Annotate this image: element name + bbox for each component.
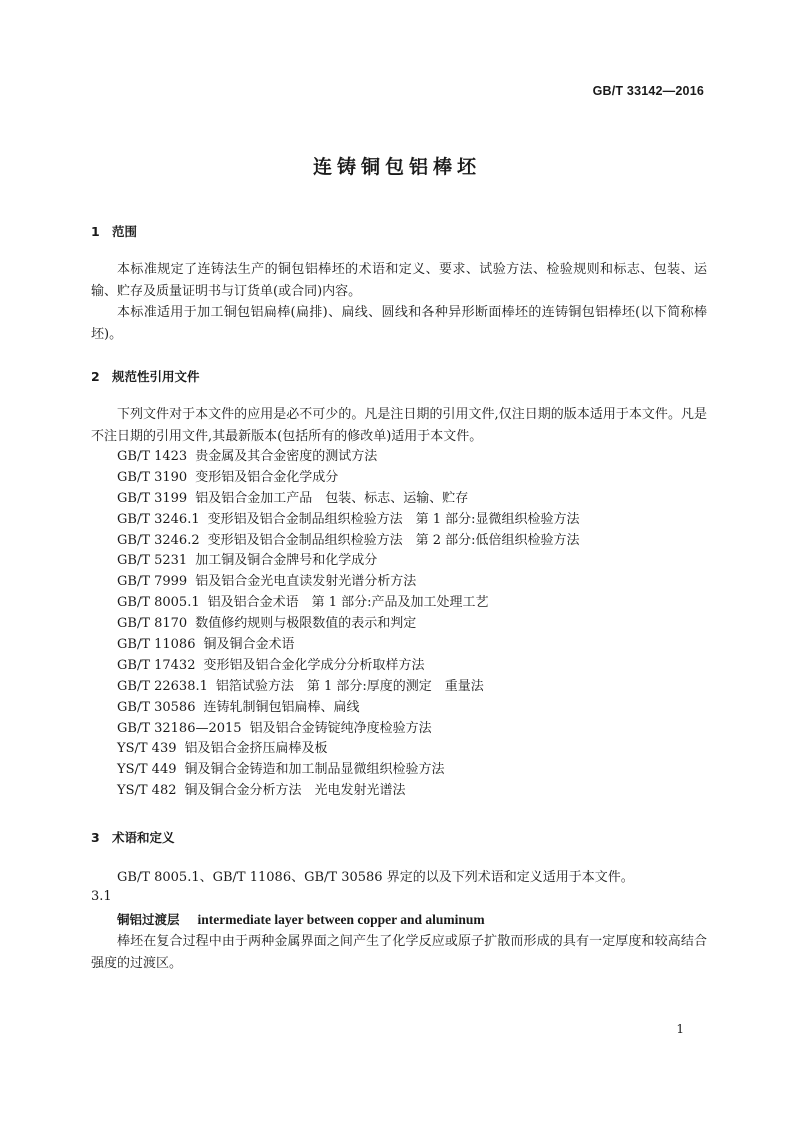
reference-item	[117, 572, 580, 593]
reference-item	[117, 719, 580, 740]
section-title: 规范性引用文件	[112, 369, 200, 384]
reference-code: GB/T 7999	[117, 574, 188, 590]
reference-item	[117, 677, 580, 698]
reference-title: 加工铜及铜合金牌号和化学成分	[195, 553, 378, 569]
scope-paragraph-2: 本标准适用于加工铜包铝扁棒(扁排)、扁线、圆线和各种异形断面棒坯的连铸铜包铝棒坯(以下简称棒坯)。	[91, 305, 707, 342]
standard-number: GB/T 33142—2016	[592, 84, 704, 98]
reference-title: 铜及铜合金铸造和加工制品显微组织检验方法	[184, 762, 445, 778]
reference-item	[117, 593, 580, 614]
section-title: 术语和定义	[112, 830, 175, 845]
reference-item	[117, 489, 580, 510]
reference-item	[117, 760, 580, 781]
reference-title: 变形铝及铝合金制品组织检验方法 第 1 部分:显微组织检验方法	[207, 511, 580, 527]
reference-title: 变形铝及铝合金化学成分分析取样方法	[203, 657, 425, 673]
reference-item	[117, 551, 580, 572]
reference-code: YS/T 482	[117, 783, 177, 799]
reference-code: YS/T 439	[117, 741, 177, 757]
reference-title: 变形铝及铝合金化学成分	[195, 469, 339, 485]
reference-title: 贵金属及其合金密度的测试方法	[195, 449, 378, 464]
section-number: 1	[91, 224, 100, 239]
reference-item	[117, 510, 580, 531]
clause-number: 3.1	[91, 889, 112, 904]
section-3-heading	[91, 828, 175, 846]
section-1-heading	[91, 222, 137, 240]
reference-title: 数值修约规则与极限数值的表示和判定	[195, 616, 417, 632]
reference-code: GB/T 11086	[117, 637, 196, 653]
reference-title: 铝及铝合金挤压扁棒及板	[184, 741, 328, 757]
reference-title: 铝及铝合金铸锭纯净度检验方法	[249, 720, 432, 736]
reference-title: 铜及铜合金术语	[203, 637, 295, 653]
reference-title: 铝及铝合金加工产品 包装、标志、运输、贮存	[195, 490, 469, 506]
reference-code: GB/T 8005.1	[117, 595, 200, 611]
reference-code: GB/T 3246.2	[117, 532, 200, 548]
reference-item	[117, 468, 580, 489]
term-definition: 棒坯在复合过程中由于两种金属界面之间产生了化学反应或原子扩散而形成的具有一定厚度和较高结合强度的过渡区。	[91, 934, 707, 971]
reference-title: 铝及铝合金术语 第 1 部分:产品及加工处理工艺	[207, 595, 489, 611]
reference-code: GB/T 3246.1	[117, 511, 200, 527]
reference-title: 变形铝及铝合金制品组织检验方法 第 2 部分:低倍组织检验方法	[207, 532, 580, 548]
scope-paragraph-1: 本标准规定了连铸法生产的铜包铝棒坯的术语和定义、要求、试验方法、检验规则和标志、包装、运输、贮存及质量证明书与订货单(或合同)内容。	[91, 262, 707, 299]
reference-title: 连铸轧制铜包铝扁棒、扁线	[203, 699, 360, 715]
terms-intro: GB/T 8005.1、GB/T 11086、GB/T 30586 界定的以及下列术语和定义适用于本文件。	[117, 870, 634, 885]
section-title: 范围	[112, 224, 138, 239]
reference-item	[117, 781, 580, 802]
section-number: 3	[91, 830, 100, 845]
reference-item	[117, 698, 580, 719]
reference-code: GB/T 3190	[117, 469, 188, 485]
document-title: 连铸铜包铝棒坯	[312, 156, 481, 178]
reference-item	[117, 614, 580, 635]
reference-item	[117, 656, 580, 677]
reference-code: GB/T 8170	[117, 616, 188, 632]
reference-title: 铜及铜合金分析方法 光电发射光谱法	[184, 783, 406, 799]
reference-item	[117, 531, 580, 552]
reference-code: GB/T 3199	[117, 490, 188, 506]
page-number: 1	[676, 1022, 684, 1036]
reference-title: 铝箔试验方法 第 1 部分:厚度的测定 重量法	[215, 678, 484, 694]
reference-code: GB/T 30586	[117, 699, 196, 715]
reference-item	[117, 635, 580, 656]
reference-title: 铝及铝合金光电直读发射光谱分析方法	[195, 574, 417, 590]
reference-list	[117, 447, 580, 802]
reference-code: GB/T 32186—2015	[117, 720, 242, 736]
reference-code: GB/T 5231	[117, 553, 188, 569]
reference-code: GB/T 17432	[117, 657, 196, 673]
section-2-heading	[91, 367, 200, 385]
reference-item	[117, 447, 580, 468]
term-entry	[117, 910, 485, 928]
reference-code: YS/T 449	[117, 762, 177, 778]
reference-item	[117, 739, 580, 760]
term-english: intermediate layer between copper and aluminum	[197, 912, 485, 927]
reference-code: GB/T 22638.1	[117, 678, 208, 694]
term-chinese: 铜铝过渡层	[117, 912, 180, 927]
section-number: 2	[91, 369, 100, 384]
reference-code: GB/T 1423	[117, 449, 188, 464]
normative-references-intro: 下列文件对于本文件的应用是必不可少的。凡是注日期的引用文件,仅注日期的版本适用于本文件。凡是不注日期的引用文件,其最新版本(包括所有的修改单)适用于本文件。	[91, 407, 707, 444]
